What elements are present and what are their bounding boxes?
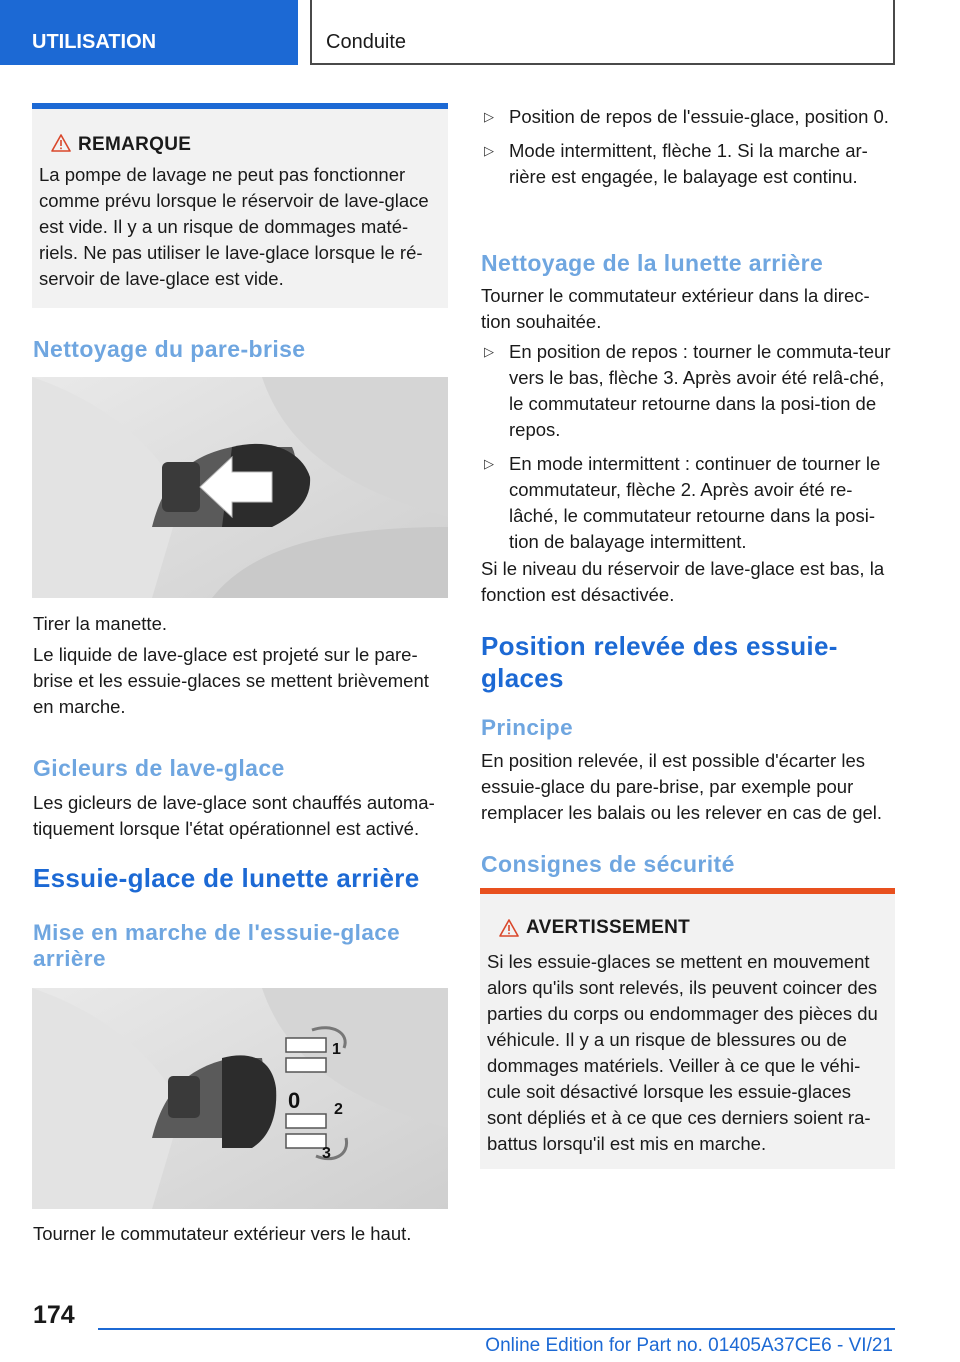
notice-title: REMARQUE — [78, 134, 192, 155]
wiper-lever-pull-photo — [32, 377, 448, 598]
footer-rule — [98, 1328, 895, 1330]
warning-title: AVERTISSEMENT — [526, 917, 691, 938]
text-pull-lever: Tirer la manette. — [33, 613, 167, 634]
wiper-lever-illustration — [32, 377, 448, 598]
rear-wiper-illustration — [32, 988, 448, 1209]
warning-text: Si les essuie-glaces se mettent en mouvement alors qu'ils sont relevés, ils peuvent coincer des parties du corps ou endommager des pièces du véhicule. Il y a un risque de blessures ou de dommages matériels. Veiller à ce que le véhi-cule soit désactivé lorsque les essuie-glaces sont dépliés et à ce que ces derniers soient ra-battus lorsqu'il est mis en marche. — [487, 951, 878, 1154]
heading-rear-wiper: Essuie-glace de lunette arrière — [33, 863, 420, 893]
text-principle: En position relevée, il est possible d'écarter les essuie-glace du pare-brise, par exemple pour remplacer les balais ou les relever en cas de gel. — [481, 750, 883, 823]
wiper-position-list — [481, 104, 895, 198]
bullet-triangle-icon: ▷ — [484, 456, 494, 471]
heading-windshield-cleaning: Nettoyage du pare-brise — [33, 336, 306, 362]
list-item: ▷ Mode intermittent, flèche 1. Si la marche ar-rière est engagée, le balayage est continu. — [484, 140, 868, 187]
warning-triangle-icon — [51, 134, 71, 152]
rear-wiper-switch-photo — [32, 988, 448, 1209]
bullet-triangle-icon: ▷ — [484, 344, 494, 359]
text-turn-up: Tourner le commutateur extérieur vers le haut. — [33, 1223, 412, 1244]
text-washer-nozzles: Les gicleurs de lave-glace sont chauffés automa-tiquement lorsque l'état opérationnel est activé. — [33, 792, 435, 839]
bullet-triangle-icon: ▷ — [484, 109, 494, 124]
section-tab: UTILISATION — [0, 0, 298, 65]
text-rear-window-cleaning: Tourner le commutateur extérieur dans la direc-tion souhaitée. — [481, 285, 870, 332]
notice-bar — [32, 103, 448, 109]
heading-safety: Consignes de sécurité — [481, 851, 735, 877]
warning-bar — [480, 888, 895, 894]
heading-rear-wiper-on: Mise en marche de l'essuie-glace arrière — [33, 920, 401, 971]
arrow-2-label: 2 — [334, 1101, 343, 1118]
page-number: 174 — [33, 1301, 75, 1329]
warning-triangle-icon — [499, 919, 519, 937]
heading-rear-window-cleaning: Nettoyage de la lunette arrière — [481, 250, 824, 276]
arrow-1-label: 1 — [332, 1041, 341, 1058]
notice-text: La pompe de lavage ne peut pas fonctionner comme prévu lorsque le réservoir de lave-glace est vide. Il y a un risque de dommages maté-riels. Ne pas utiliser le lave-glace lorsque le ré-servoir de lave-glace est vide. — [39, 164, 429, 289]
heading-raised-position: Position relevée des essuie-glaces — [481, 631, 838, 693]
list-item: ▷ En position de repos : tourner le commuta-teur vers le bas, flèche 3. Après avoir été relâ-ché, le commutateur retourne dans la posi-tion de repos. — [484, 341, 891, 440]
list-item: ▷ Position de repos de l'essuie-glace, position 0. — [481, 104, 895, 130]
list-item: ▷ En mode intermittent : continuer de tourner le commutateur, flèche 2. Après avoir été re-lâché, le commutateur retourne dans la posi-tion de balayage intermittent. — [484, 453, 881, 552]
heading-principle: Principe — [481, 715, 573, 740]
notice-box — [32, 103, 448, 308]
rear-cleaning-list — [481, 339, 897, 563]
position-zero-label: 0 — [288, 1088, 301, 1113]
footer-edition: Online Edition for Part no. 01405A37CE6 - VI/21 — [485, 1335, 893, 1356]
chapter-tab: Conduite — [310, 0, 895, 65]
text-level-low: Si le niveau du réservoir de lave-glace est bas, la fonction est désactivée. — [481, 558, 885, 605]
text-windshield-spray: Le liquide de lave-glace est projeté sur le pare-brise et les essuie-glaces se mettent brièvement en marche. — [33, 644, 429, 717]
heading-washer-nozzles: Gicleurs de lave-glace — [33, 755, 285, 781]
warning-box — [480, 888, 895, 1169]
arrow-3-label: 3 — [322, 1145, 331, 1162]
bullet-triangle-icon: ▷ — [484, 143, 494, 158]
